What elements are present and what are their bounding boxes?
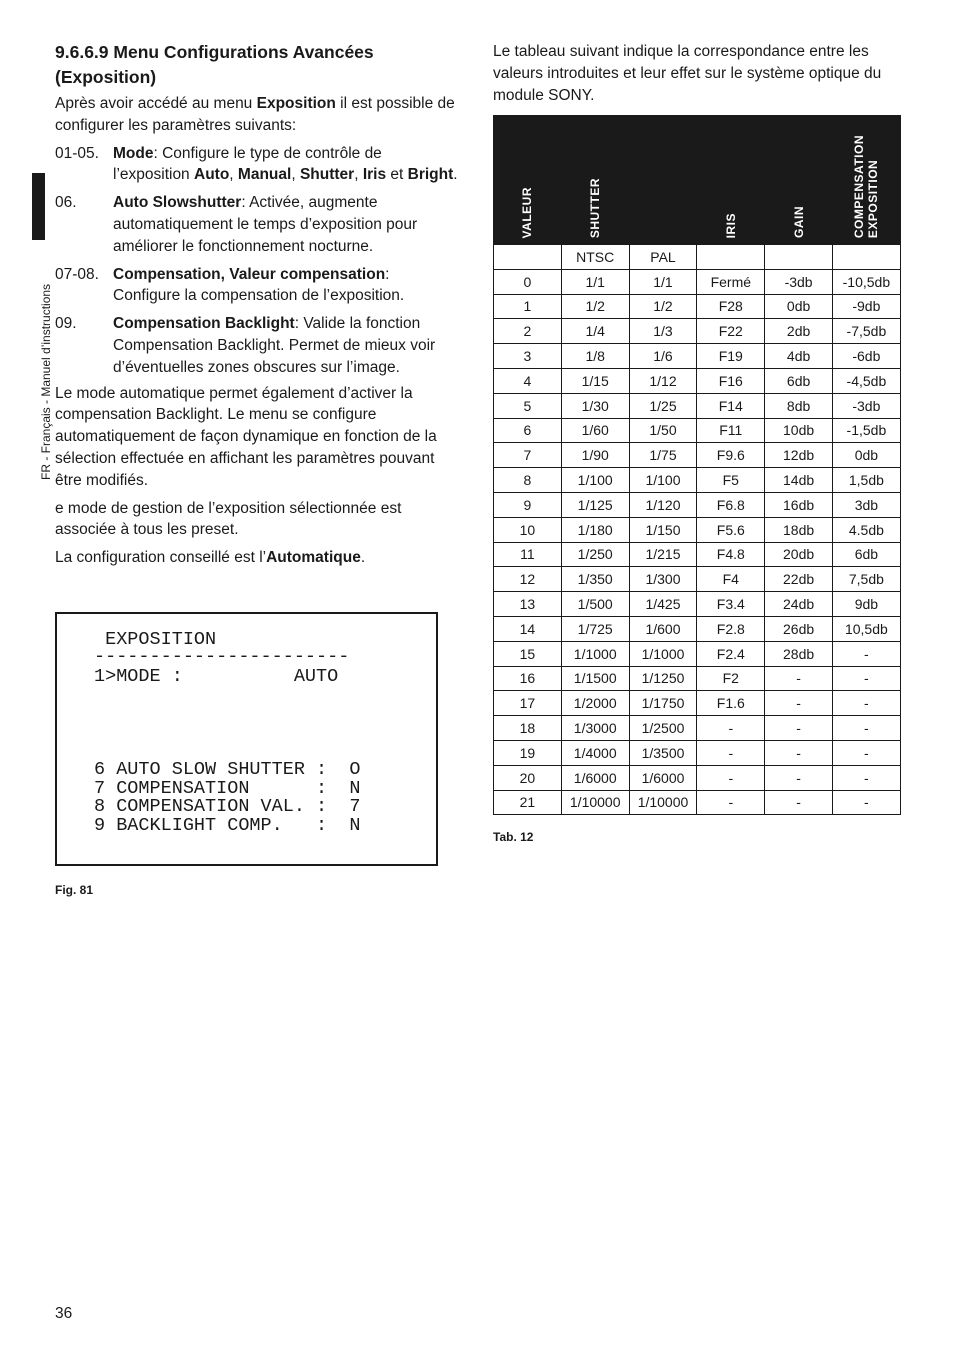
table-cell: F5.6 <box>697 517 765 542</box>
intro-paragraph <box>55 93 460 137</box>
table-cell: 1/350 <box>561 567 629 592</box>
table-cell: - <box>765 740 833 765</box>
table-cell: F3.4 <box>697 592 765 617</box>
page-number: 36 <box>55 1305 73 1322</box>
table-cell: 2 <box>494 319 562 344</box>
osd-divider: ----------------------- <box>94 646 350 667</box>
osd-line-9: 9 BACKLIGHT COMP. : N <box>94 815 361 836</box>
table-cell: - <box>765 666 833 691</box>
list-item <box>55 192 460 257</box>
table-subheader-row <box>494 245 901 270</box>
table-cell: 4.5db <box>832 517 900 542</box>
osd-line-6: 6 AUTO SLOW SHUTTER : O <box>94 759 361 780</box>
table-cell <box>697 245 765 270</box>
side-tab-marker <box>32 173 45 240</box>
table-cell: - <box>765 765 833 790</box>
table-cell: 10db <box>765 418 833 443</box>
intro-post: il est possible de configurer les paramètres suivants: <box>55 95 455 134</box>
table-cell: 18db <box>765 517 833 542</box>
table-cell: 1/1000 <box>629 641 697 666</box>
table-cell: F14 <box>697 393 765 418</box>
table-cell: 1/75 <box>629 443 697 468</box>
osd-line-8: 8 COMPENSATION VAL. : 7 <box>94 796 361 817</box>
table-cell: - <box>765 691 833 716</box>
table-cell: 15 <box>494 641 562 666</box>
item-number: 07-08. <box>55 265 99 283</box>
item-term: Mode <box>113 144 154 162</box>
table-cell: 22db <box>765 567 833 592</box>
table-cell: F19 <box>697 344 765 369</box>
osd-line-7: 7 COMPENSATION : N <box>94 778 361 799</box>
item-body <box>113 264 460 308</box>
table-cell: 1/300 <box>629 567 697 592</box>
table-cell <box>494 245 562 270</box>
item-body <box>113 192 460 257</box>
table-cell: 17 <box>494 691 562 716</box>
table-cell: 1/15 <box>561 368 629 393</box>
table-cell: 7 <box>494 443 562 468</box>
table-cell: 0db <box>832 443 900 468</box>
table-row <box>494 344 901 369</box>
table-row <box>494 418 901 443</box>
table-cell: 1/50 <box>629 418 697 443</box>
table-cell: 1/3500 <box>629 740 697 765</box>
table-cell: 1/60 <box>561 418 629 443</box>
table-cell: - <box>765 716 833 741</box>
table-cell: 6db <box>832 542 900 567</box>
header-label: SHUTTER <box>588 177 603 238</box>
item-text: : Configure la compensation de l’exposition. <box>113 265 405 305</box>
table-cell: 1/3000 <box>561 716 629 741</box>
table-cell: 1/10000 <box>629 790 697 815</box>
table-cell: 1/6000 <box>561 765 629 790</box>
table-cell: F11 <box>697 418 765 443</box>
table-cell: 2db <box>765 319 833 344</box>
table-cell: F4 <box>697 567 765 592</box>
subheader-ntsc: NTSC <box>561 245 629 270</box>
table-cell: 1/4000 <box>561 740 629 765</box>
table-cell: -3db <box>765 269 833 294</box>
table-cell: 19 <box>494 740 562 765</box>
item-text: , <box>354 166 363 184</box>
table-cell: 1/150 <box>629 517 697 542</box>
table-cell: -4,5db <box>832 368 900 393</box>
table-row <box>494 517 901 542</box>
table-cell: 0db <box>765 294 833 319</box>
table-cell: F5 <box>697 468 765 493</box>
table-row <box>494 641 901 666</box>
config-post: . <box>360 549 366 567</box>
table-cell: F9.6 <box>697 443 765 468</box>
table-cell: 3db <box>832 492 900 517</box>
table-cell: - <box>765 790 833 815</box>
table-cell: 1/2 <box>629 294 697 319</box>
table-cell <box>765 245 833 270</box>
intro-pre: Après avoir accédé au menu <box>55 95 257 112</box>
table-cell: F16 <box>697 368 765 393</box>
table-cell: - <box>697 740 765 765</box>
osd-menu-screen <box>55 612 438 866</box>
header-compensation <box>832 116 900 245</box>
table-cell: - <box>697 716 765 741</box>
table-cell: 6db <box>765 368 833 393</box>
table-cell: 1/1 <box>561 269 629 294</box>
table-cell: 28db <box>765 641 833 666</box>
item-text: , <box>229 166 238 184</box>
side-label: FR - Français - Manuel d’instructions <box>39 283 53 480</box>
table-cell: 12 <box>494 567 562 592</box>
list-item <box>55 313 460 378</box>
heading-line-2: (Exposition) <box>55 67 157 87</box>
table-cell: - <box>832 790 900 815</box>
list-item <box>55 264 460 308</box>
table-cell: 10 <box>494 517 562 542</box>
table-cell: 1/90 <box>561 443 629 468</box>
table-cell: 1/425 <box>629 592 697 617</box>
item-body <box>113 143 460 187</box>
table-cell: 20 <box>494 765 562 790</box>
item-text: : Activée, augmente automatiquement le temps d’exposition pour améliorer le fonctionnement nocturne. <box>113 194 418 255</box>
left-column <box>55 40 460 575</box>
header-valeur <box>494 116 562 245</box>
table-cell <box>832 245 900 270</box>
table-cell: -7,5db <box>832 319 900 344</box>
item-term: Shutter <box>299 166 355 184</box>
table-cell: 1/250 <box>561 542 629 567</box>
table-cell: F1.6 <box>697 691 765 716</box>
table-cell: - <box>832 641 900 666</box>
table-cell: 1/6000 <box>629 765 697 790</box>
table-cell: F28 <box>697 294 765 319</box>
table-cell: 1/25 <box>629 393 697 418</box>
table-cell: 20db <box>765 542 833 567</box>
item-text: . <box>453 166 458 184</box>
config-pre: La configuration conseillé est l’ <box>55 549 267 567</box>
table-cell: 1/100 <box>561 468 629 493</box>
header-label: VALEUR <box>520 186 535 238</box>
table-row <box>494 666 901 691</box>
table-row <box>494 592 901 617</box>
table-cell: 24db <box>765 592 833 617</box>
table-cell: 14 <box>494 616 562 641</box>
table-cell: 1/30 <box>561 393 629 418</box>
table-row <box>494 269 901 294</box>
list-item <box>55 143 460 187</box>
table-cell: 18 <box>494 716 562 741</box>
table-row <box>494 492 901 517</box>
table-row <box>494 443 901 468</box>
item-term: Auto <box>194 166 230 184</box>
osd-title: EXPOSITION <box>94 629 217 650</box>
table-cell: - <box>832 765 900 790</box>
table-cell: Fermé <box>697 269 765 294</box>
table-cell: 1/500 <box>561 592 629 617</box>
table-cell: 7,5db <box>832 567 900 592</box>
item-term: Compensation, Valeur compensation <box>113 265 386 283</box>
table-cell: 12db <box>765 443 833 468</box>
table-cell: 1/100 <box>629 468 697 493</box>
table-cell: - <box>697 790 765 815</box>
table-cell: F2.8 <box>697 616 765 641</box>
table-row <box>494 542 901 567</box>
table-cell: 1/4 <box>561 319 629 344</box>
table-cell: - <box>832 666 900 691</box>
table-cell: 1/725 <box>561 616 629 641</box>
section-heading <box>55 40 460 90</box>
item-number: 06. <box>55 194 77 212</box>
osd-mode-line: 1>MODE : AUTO <box>94 666 339 687</box>
table-cell: 1/2000 <box>561 691 629 716</box>
table-row <box>494 765 901 790</box>
header-filler <box>629 116 697 245</box>
table-cell: 1/2500 <box>629 716 697 741</box>
preset-paragraph: e mode de gestion de l’exposition sélectionnée est associée à tous les preset. <box>55 499 402 539</box>
table-row <box>494 393 901 418</box>
table-cell: -6db <box>832 344 900 369</box>
table-cell: 1/12 <box>629 368 697 393</box>
table-row <box>494 790 901 815</box>
table-cell: 1/180 <box>561 517 629 542</box>
table-cell: -1,5db <box>832 418 900 443</box>
table-caption: Tab. 12 <box>493 830 534 844</box>
item-term: Iris <box>362 166 387 184</box>
item-term: Compensation Backlight <box>113 315 295 333</box>
table-cell: 8db <box>765 393 833 418</box>
table-cell: 1/8 <box>561 344 629 369</box>
table-row <box>494 740 901 765</box>
table-cell: 11 <box>494 542 562 567</box>
table-cell: 0 <box>494 269 562 294</box>
table-header-row <box>494 116 901 245</box>
table-cell: 1/1750 <box>629 691 697 716</box>
table-cell: 4db <box>765 344 833 369</box>
table-cell: - <box>832 740 900 765</box>
table-cell: 26db <box>765 616 833 641</box>
item-text: : Valide la fonction Compensation Backlight. Permet de mieux voir d’éventuelles zones obscures sur l’image. <box>113 315 436 376</box>
table-cell: 1/3 <box>629 319 697 344</box>
table-row <box>494 468 901 493</box>
table-cell: 1/6 <box>629 344 697 369</box>
table-row <box>494 716 901 741</box>
table-cell: 1/2 <box>561 294 629 319</box>
table-cell: 8 <box>494 468 562 493</box>
table-cell: - <box>832 716 900 741</box>
auto-mode-paragraph: Le mode automatique permet également d’activer la compensation Backlight. Le menu se configure automatiquement de façon dynamique en fonction de la sélection effectuée en affichant les paramètres pouvant être modifiés. <box>55 384 437 489</box>
subheader-pal: PAL <box>629 245 697 270</box>
table-cell: 21 <box>494 790 562 815</box>
table-cell: 1/120 <box>629 492 697 517</box>
table-cell: 1/1000 <box>561 641 629 666</box>
table-cell: 1/1250 <box>629 666 697 691</box>
table-cell: 4 <box>494 368 562 393</box>
item-term: Bright <box>407 166 454 184</box>
header-label: IRIS <box>723 212 738 238</box>
table-cell: F2 <box>697 666 765 691</box>
exposure-table <box>493 115 901 815</box>
table-cell: 14db <box>765 468 833 493</box>
table-row <box>494 691 901 716</box>
heading-line-1: 9.6.6.9 Menu Configurations Avancées <box>55 42 374 62</box>
table-cell: F22 <box>697 319 765 344</box>
table-cell: -9db <box>832 294 900 319</box>
table-cell: 1/215 <box>629 542 697 567</box>
table-cell: 3 <box>494 344 562 369</box>
item-body <box>113 313 460 378</box>
table-cell: 5 <box>494 393 562 418</box>
config-bold: Automatique <box>266 549 361 567</box>
table-cell: 6 <box>494 418 562 443</box>
intro-bold: Exposition <box>256 95 336 112</box>
table-cell: 9 <box>494 492 562 517</box>
item-term: Manual <box>237 166 292 184</box>
table-cell: F4.8 <box>697 542 765 567</box>
item-text: et <box>386 166 408 184</box>
table-cell: 1/10000 <box>561 790 629 815</box>
item-term: Auto Slowshutter <box>113 194 242 212</box>
item-text: , <box>291 166 300 184</box>
table-row <box>494 294 901 319</box>
table-cell: 16 <box>494 666 562 691</box>
table-cell: F6.8 <box>697 492 765 517</box>
table-cell: 1/125 <box>561 492 629 517</box>
figure-caption: Fig. 81 <box>55 883 94 897</box>
table-cell: 1,5db <box>832 468 900 493</box>
table-row <box>494 567 901 592</box>
table-cell: 1/600 <box>629 616 697 641</box>
table-row <box>494 319 901 344</box>
table-cell: - <box>697 765 765 790</box>
table-cell: 16db <box>765 492 833 517</box>
table-row <box>494 616 901 641</box>
header-label: COMPENSATION EXPOSITION <box>852 134 881 238</box>
item-number: 01-05. <box>55 144 99 162</box>
item-number: 09. <box>55 315 77 333</box>
table-cell: 1 <box>494 294 562 319</box>
table-cell: - <box>832 691 900 716</box>
table-cell: 10,5db <box>832 616 900 641</box>
table-body <box>494 269 901 815</box>
table-cell: 9db <box>832 592 900 617</box>
table-row <box>494 368 901 393</box>
table-cell: 13 <box>494 592 562 617</box>
table-intro: Le tableau suivant indique la correspondance entre les valeurs introduites et leur effet sur le système optique du module SONY. <box>493 43 882 104</box>
table-cell: -10,5db <box>832 269 900 294</box>
header-shutter <box>561 116 629 245</box>
table-cell: 1/1 <box>629 269 697 294</box>
item-text: : Configure le type de contrôle de l’exposition <box>113 144 382 184</box>
table-cell: -3db <box>832 393 900 418</box>
header-label: GAIN <box>791 206 806 238</box>
table-cell: 1/1500 <box>561 666 629 691</box>
header-gain <box>765 116 833 245</box>
table-cell: F2.4 <box>697 641 765 666</box>
header-iris <box>697 116 765 245</box>
config-paragraph <box>55 547 460 569</box>
